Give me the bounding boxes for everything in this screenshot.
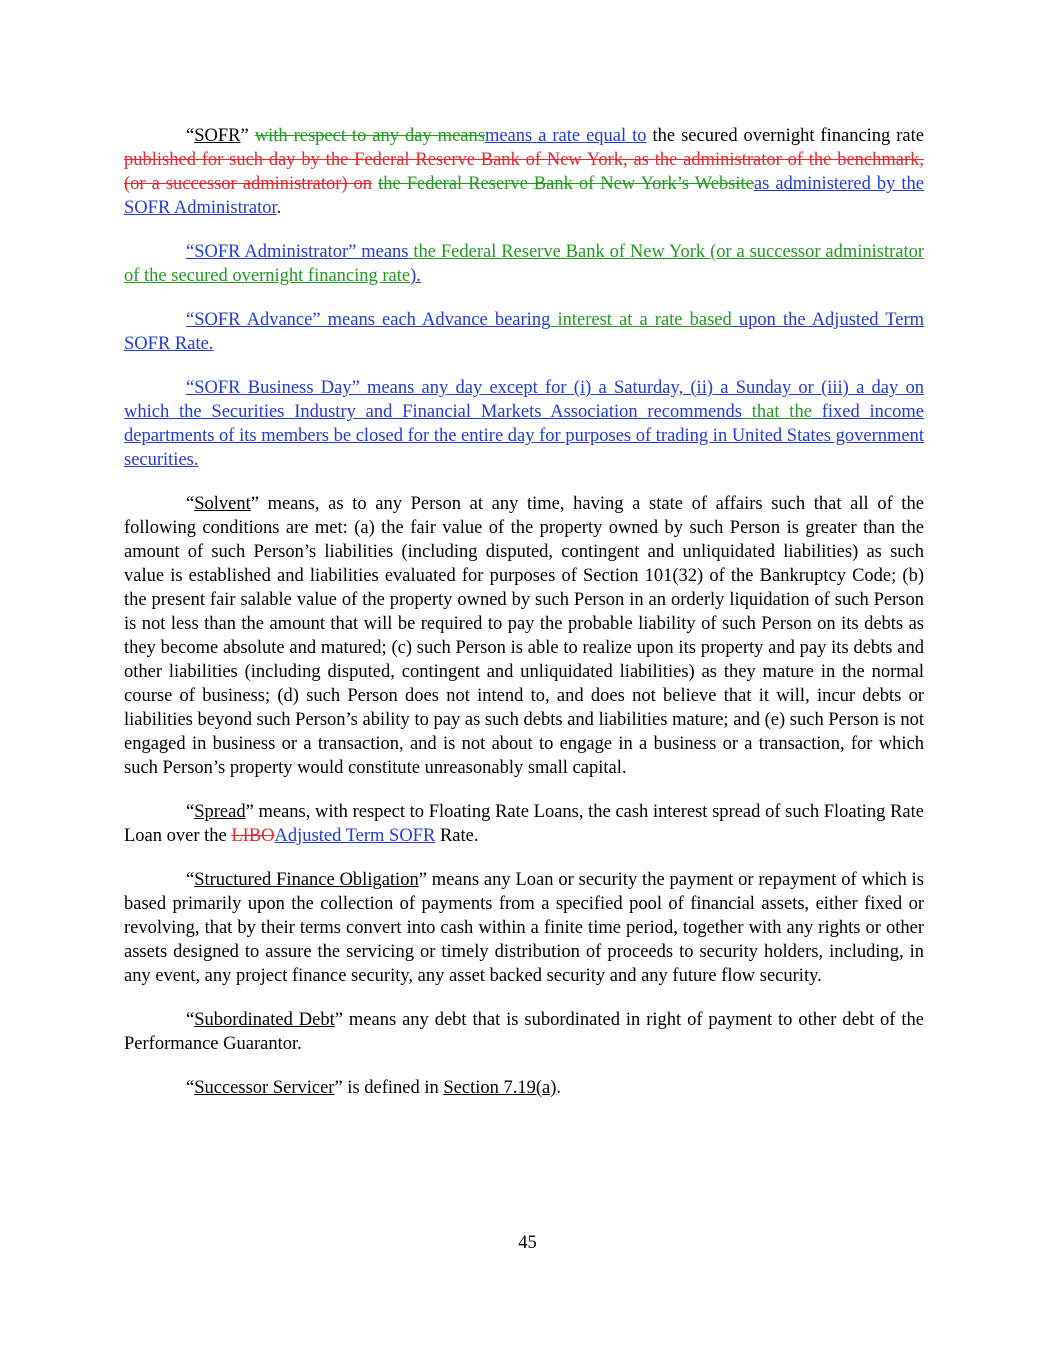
- inserted-text: Adjusted Term SOFR: [274, 826, 436, 846]
- inserted-text: “SOFR Administrator” means: [186, 242, 409, 262]
- defined-term: SOFR: [194, 126, 241, 146]
- defined-term: Subordinated Debt: [194, 1010, 335, 1030]
- section-reference: Section 7.19(a): [443, 1078, 557, 1098]
- inserted-text: the Federal Reserve Bank of New York (or a successor administrator: [413, 242, 925, 262]
- body-text: ” means, as to any Person at any time, having a state of affairs such that all of the following conditions are met: (a) the fair value of the property owned by such Person is greater than the amount of such Person’s liabilities (including disputed, contingent and unliquidated liabilities) as such value is established and liabilities evaluated for purposes of Section 101(32) of the Bankruptcy Code; (b) the present fair salable value of the property owned by such Person in an orderly liquidation of such Person is not less than the amount that will be required to pay the probable liability of such Person on its debts as they become absolute and matured; (c) such Person is able to realize upon its property and pay its debts and other liabilities (including disputed, contingent and unliquidated liabilities) as they mature in the normal course of business; (d) such Person does not intend to, and does not believe that it will, incur debts or liabilities beyond such Person’s ability to pay as such debts and liabilities mature; and (e) such Person is not engaged in business or a transaction, and is not about to engage in a business or a transaction, for which such Person’s property would constitute unreasonably small capital.: [124, 494, 924, 778]
- deleted-text: published for such day by the Federal Reserve Bank of New York, as the administrator of the benchmark, (or a successor administrator) on: [124, 150, 924, 194]
- inserted-text: fixed income departments of its members be closed for the entire day for purposes of trading in United States government securities.: [124, 402, 924, 470]
- body-text: .: [276, 198, 282, 218]
- body-text: ” means, with respect to Floating Rate Loans, the cash interest spread of such Floating Rate Loan over the: [124, 802, 924, 846]
- definition-solvent: “Solvent” means, as to any Person at any time, having a state of affairs such that all of the following conditions are met: (a) the fair value of the property owned by such Person is greater than the amount of such Person’s liabilities (including disputed, contingent and unliquidated liabilities) as such value is established and liabilities evaluated for purposes of Section 101(32) of the Bankruptcy Code; (b) the present fair salable value of the property owned by such Person in an orderly liquidation of such Person is not less than the amount that will be required to pay the probable liability of such Person on its debts as they become absolute and matured; (c) such Person is able to realize upon its property and pay its debts and other liabilities (including disputed, contingent and unliquidated liabilities) as they mature in the normal course of business; (d) such Person does not intend to, and does not believe that it will, incur debts or liabilities beyond such Person’s ability to pay as such debts and liabilities mature; and (e) such Person is not engaged in business or a transaction, and is not about to engage in a business or a transaction, for which such Person’s property would constitute unreasonably small capital.: [124, 494, 924, 778]
- inserted-text: of the secured overnight financing rate: [124, 266, 411, 286]
- definition-structured-finance-obligation: “Structured Finance Obligation” means any Loan or security the payment or repayment of which is based primarily upon the collection of payments from a specified pool of financial assets, either fixed or revolving, that by their terms convert into cash within a finite time period, together with any rights or other assets designed to assure the servicing or timely distribution of proceeds to security holders, including, in any event, any project finance security, any asset backed security and any future flow security.: [124, 870, 924, 986]
- deleted-text: the Federal Reserve Bank of New York’s Website: [378, 174, 754, 194]
- defined-term: Structured Finance Obligation: [194, 870, 419, 890]
- deleted-text: LIBO: [231, 826, 275, 846]
- document-page: [124, 124, 924, 1120]
- definition-sofr-business-day: [124, 376, 924, 472]
- inserted-text: that the: [751, 402, 812, 422]
- definition-subordinated-debt: “Subordinated Debt” means any debt that is subordinated in right of payment to other debt of the Performance Guarantor.: [124, 1010, 924, 1054]
- body-text: ” means any Loan or security the payment or repayment of which is based primarily upon the collection of payments from a specified pool of financial assets, either fixed or revolving, that by their terms convert into cash within a finite time period, together with any rights or other assets designed to assure the servicing or timely distribution of proceeds to security holders, including, in any event, any project finance security, any asset backed security and any future flow security.: [124, 870, 924, 986]
- body-text: .: [556, 1078, 562, 1098]
- definition-successor-servicer: “Successor Servicer” is defined in Section 7.19(a).: [186, 1078, 562, 1098]
- inserted-text: ).: [410, 266, 421, 286]
- defined-term: Successor Servicer: [194, 1078, 335, 1098]
- definition-sofr-advance: [124, 308, 924, 356]
- inserted-text: interest at a rate based: [557, 310, 732, 330]
- inserted-text: as administered by the SOFR Administrator: [124, 174, 925, 218]
- inserted-text: upon the Adjusted Term SOFR Rate.: [124, 310, 925, 354]
- body-text: ” means any debt that is subordinated in right of payment to other debt of the Performance Guarantor.: [124, 1010, 924, 1054]
- inserted-text: “SOFR Advance” means each Advance bearing: [186, 310, 551, 330]
- page-number: 45: [518, 1233, 537, 1253]
- defined-term: Spread: [194, 802, 246, 822]
- body-text: Rate.: [439, 826, 479, 846]
- inserted-text: means a rate equal to: [484, 126, 647, 146]
- definition-sofr-administrator: [124, 240, 924, 288]
- inserted-text: “SOFR Business Day” means any day except for (i) a Saturday, (ii) a Sunday or (iii) a day on which the Securities Industry and Financial Markets Association recommends: [124, 378, 924, 422]
- definition-spread: “Spread” means, with respect to Floating Rate Loans, the cash interest spread of such Floating Rate Loan over the LIBOAdjusted Term SOFR Rate.: [124, 802, 924, 846]
- body-text: ” is defined in: [334, 1078, 439, 1098]
- defined-term: Solvent: [194, 494, 251, 514]
- definition-sofr: “SOFR” with respect to any day meansmeans a rate equal to the secured overnight financing rate published for such day by the Federal Reserve Bank of New York, as the administrator of the benchmark, (or a successor administrator) on the Federal Reserve Bank of New York’s Websiteas administered by the SOFR Administrator.: [124, 126, 925, 218]
- deleted-text: with respect to any day means: [254, 126, 485, 146]
- body-text: the secured overnight financing rate: [652, 126, 924, 146]
